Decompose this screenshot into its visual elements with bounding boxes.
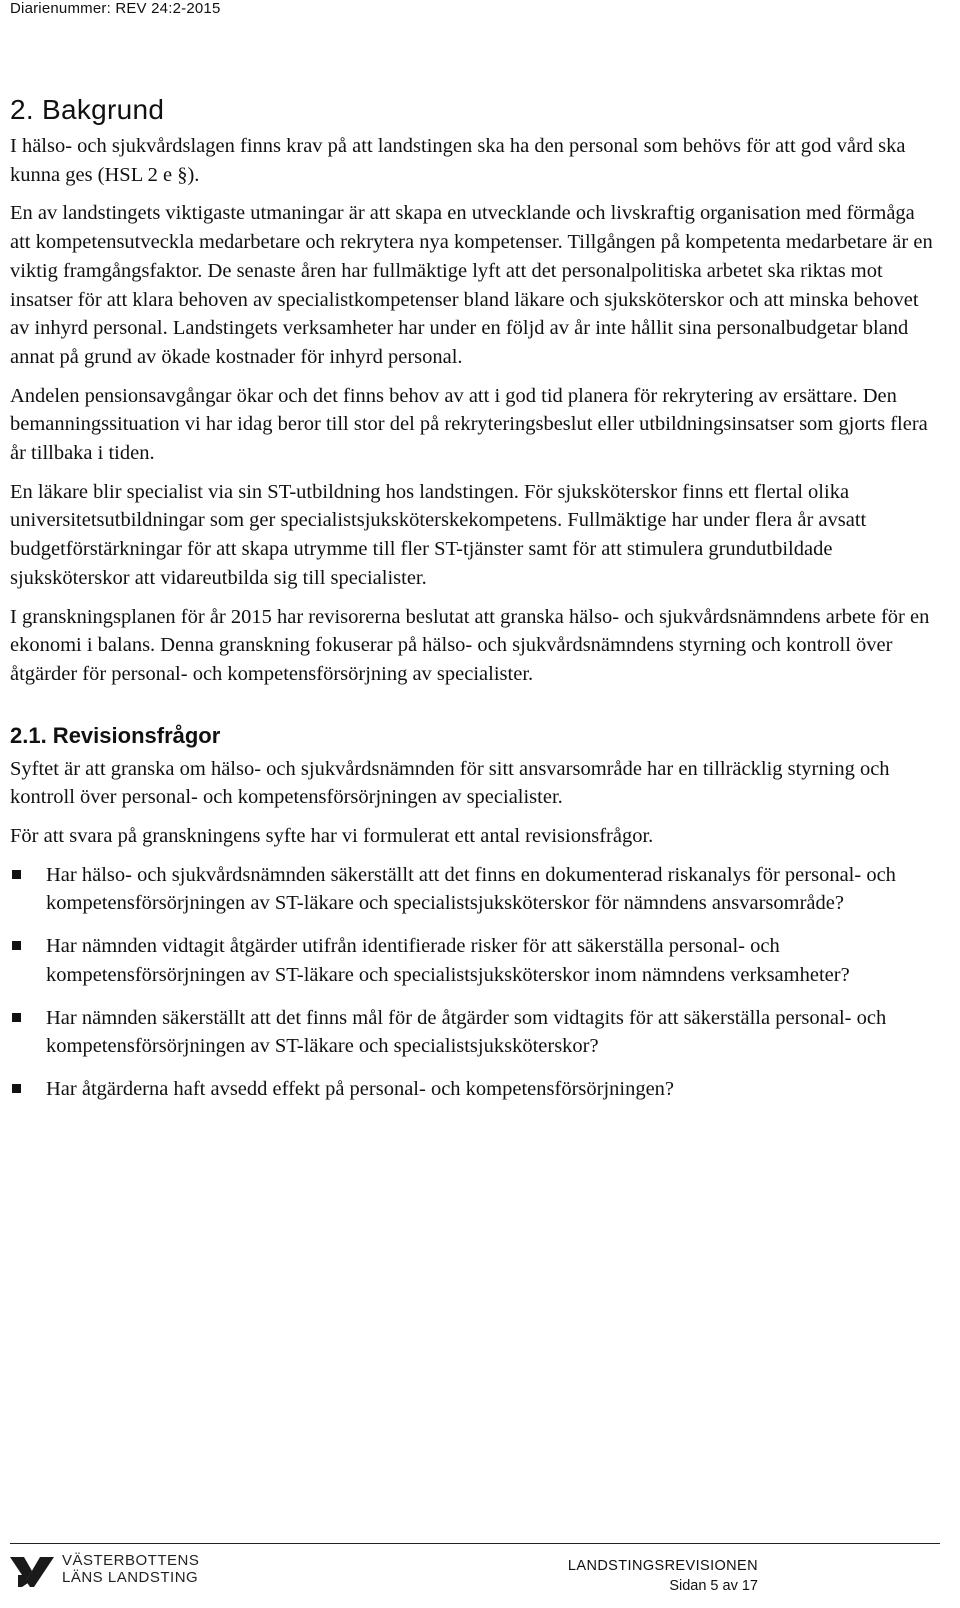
landsting-logo-icon — [10, 1551, 54, 1587]
logo-line2: LÄNS LANDSTING — [62, 1569, 199, 1586]
square-bullet-icon — [12, 941, 21, 950]
paragraph: För att svara på granskningens syfte har vi formulerat ett antal revisionsfrågor. — [10, 825, 654, 848]
logo-line1: VÄSTERBOTTENS — [62, 1552, 200, 1569]
paragraph: I granskningsplanen för år 2015 har revisorerna beslutat att granska hälso- och sjukvårdsnämndens arbete för en ekonomi i balans. Denna granskning fokuserar på hälso- och sjukvårdsnämndens styrning och kontroll över åtgärder för personal- och kompetensförsörjning av specialister. — [10, 605, 930, 685]
question-text: Har hälso- och sjukvårdsnämnden säkerställt att det finns en dokumenterad riskanalys för personal- och kompetensförsörjningen av ST-läkare och specialistsjuksköterskor för nämndens ansvarsområde? — [46, 863, 896, 915]
document-body — [10, 92, 940, 1118]
paragraph: En läkare blir specialist via sin ST-utbildning hos landstingen. För sjuksköterskor finns ett flertal olika universitetsutbildningar som ger specialistsjuksköterskekompetens. Fullmäktige har under flera år avsatt budgetförstärkningar för att skapa utrymme till fler ST-tjänster samt för att stimulera grundutbildade sjuksköterskor att vidareutbilda sig till specialister. — [10, 480, 867, 589]
footer-info — [568, 1556, 758, 1596]
footer-org: LANDSTINGSREVISIONEN — [567, 1558, 758, 1574]
question-text: Har nämnden säkerställt att det finns mål för de åtgärder som vidtagits för att säkerställa personal- och kompetensförsörjningen av ST-läkare och specialistsjuksköterskor? — [46, 1006, 887, 1058]
square-bullet-icon — [12, 870, 21, 879]
square-bullet-icon — [12, 1013, 21, 1022]
list-item — [10, 861, 940, 918]
logo — [10, 1551, 199, 1587]
list-item — [10, 1004, 940, 1061]
paragraph: En av landstingets viktigaste utmaningar är att skapa en utvecklande och livskraftig organisation med förmåga att kompetensutveckla medarbetare och rekrytera nya kompetenser. Tillgången på kompetenta medarbetare är en viktig framgångsfaktor. De senaste åren har fullmäktige lyft att det personalpolitiska arbetet ska riktas mot insatser för att klara behoven av specialistkompetenser bland läkare och sjuksköterskor och att minska behovet av inhyrd personal. Landstingets verksamheter har under en följd av år inte hållit sina personalbudgetar bland annat på grund av ökade kostnader för inhyrd personal. — [10, 202, 933, 368]
paragraph: I hälso- och sjukvårdslagen finns krav på att landstingen ska ha den personal som behövs för att god vård ska kunna ges (HSL 2 e §). — [10, 135, 906, 186]
revision-questions-list — [10, 861, 940, 1104]
section-heading-bakgrund: 2. Bakgrund — [10, 94, 165, 125]
diarienummer: Diarienummer: REV 24:2-2015 — [10, 0, 221, 17]
list-item — [10, 932, 940, 989]
footer-divider — [10, 1543, 940, 1544]
list-item — [10, 1075, 940, 1104]
page-number: Sidan 5 av 17 — [669, 1578, 758, 1594]
question-text: Har nämnden vidtagit åtgärder utifrån identifierade risker för att säkerställa personal- och kompetensförsörjningen av ST-läkare och specialistsjuksköterskor inom nämndens verksamheter? — [46, 935, 850, 986]
paragraph: Syftet är att granska om hälso- och sjukvårdsnämnden för sitt ansvarsområde har en tillräcklig styrning och kontroll över personal- och kompetensförsörjningen av specialister. — [10, 757, 890, 809]
paragraph: Andelen pensionsavgångar ökar och det finns behov av att i god tid planera för rekrytering av ersättare. Den bemanningssituation vi har idag beror till stor del på rekryteringsbeslut eller utbildningsinsatser som gjorts flera år tillbaka i tiden. — [10, 384, 928, 465]
question-text: Har åtgärderna haft avsedd effekt på personal- och kompetensförsörjningen? — [46, 1077, 675, 1100]
square-bullet-icon — [12, 1084, 21, 1093]
section-heading-revisionsfragor: 2.1. Revisionsfrågor — [10, 722, 221, 748]
